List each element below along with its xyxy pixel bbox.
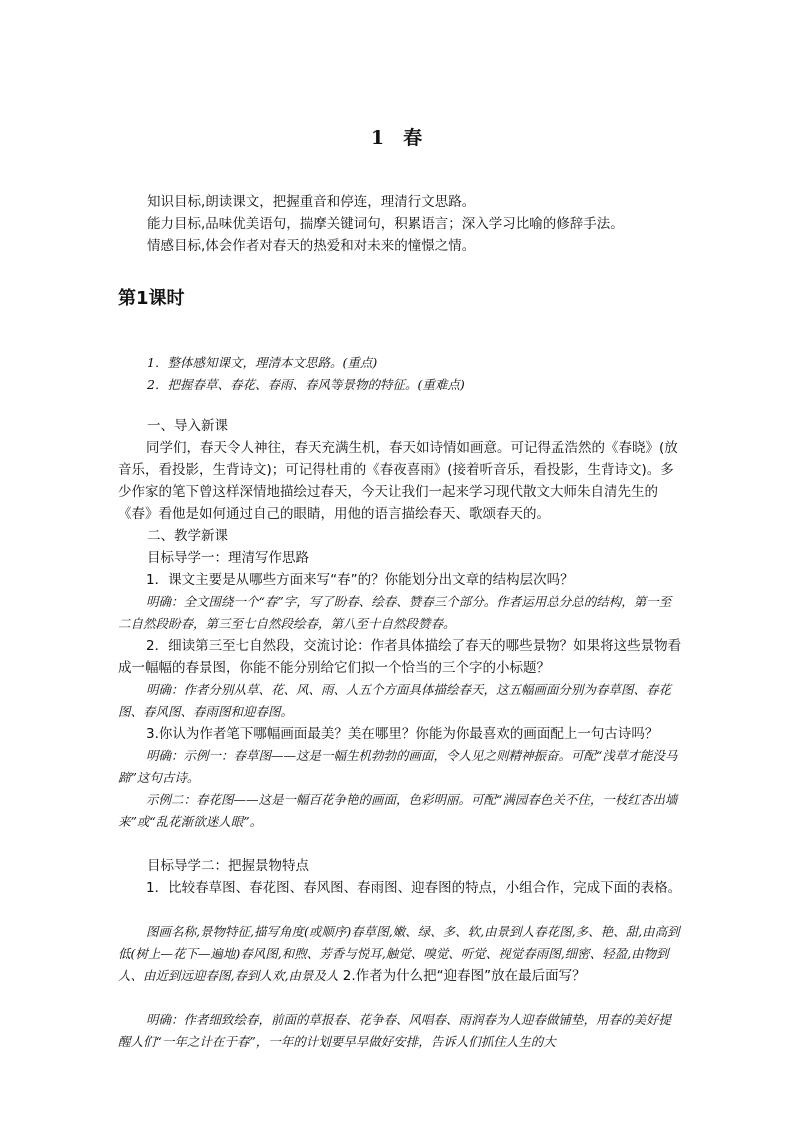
answer-3b [118, 789, 682, 833]
guide2-heading: 目标导学二：把握景物特点 [147, 858, 309, 874]
question-4: 1．比较春草图、春花图、春风图、春雨图、迎春图的特点，小组合作，完成下面的表格。 [146, 880, 682, 896]
question-2: 2．细读第三至七自然段，交流讨论：作者具体描绘了春天的哪些景物？如果将这些景物看成一幅幅的春景图，你能不能分别给它们拟一个恰当的三个字的小标题？ [118, 638, 682, 676]
question-5: 2.作者为什么把“迎春图”放在最后面写？ [342, 968, 586, 984]
question-3: 3.你认为作者笔下哪幅画面最美？美在哪里？你能为你最喜欢的画面配上一句古诗吗？ [146, 726, 659, 742]
lesson-heading: 第1课时 [118, 288, 185, 309]
question-1: 1．课文主要是从哪些方面来写“春”的？你能划分出文章的结构层次吗？ [146, 572, 574, 588]
goal-1: 1．整体感知课文，理清本文思路。(重点) [147, 355, 378, 370]
answer-2-text: 明确：作者分别从草、花、风、雨、人五个方面具体描绘春天，这五幅画面分别为春草图、春花图、春风图、春雨图和迎春图。 [118, 682, 672, 719]
answer-3-text: 明确：示例一：春草图——这是一幅生机勃勃的画面，令人见之则精神振奋。可配“浅草才能没马蹄”这句古诗。 [118, 748, 678, 785]
guide1-heading: 目标导学一：理清写作思路 [147, 550, 309, 566]
title-text: 春 [403, 127, 424, 149]
answer-1 [118, 591, 682, 635]
answer-3 [118, 745, 682, 789]
answer-5 [118, 1009, 682, 1053]
table-summary [118, 921, 682, 987]
answer-3b-text: 示例二：春花图——这是一幅百花争艳的画面，色彩明丽。可配“满园春色关不住，一枝红杏出墙来”或“乱花渐欲迷人眼”。 [118, 792, 678, 829]
objective-ability: 能力目标,品味优美语句，揣摩关键词句，积累语言；深入学习比喻的修辞手法。 [147, 216, 624, 232]
objective-knowledge: 知识目标,朗读课文，把握重音和停连，理清行文思路。 [147, 194, 476, 210]
answer-5-text: 明确：作者细致绘春，前面的草报春、花争春、风唱春、雨润春为人迎春做铺垫，用春的美好提醒人们“一年之计在于春”，一年的计划要早早做好安排，告诉人们抓住人生的大 [118, 1012, 672, 1049]
objective-emotion: 情感目标,体会作者对春天的热爱和对未来的憧憬之情。 [147, 238, 476, 254]
page-title [0, 123, 794, 150]
title-number: 1 [370, 127, 386, 149]
section1-heading: 一、导入新课 [147, 418, 228, 434]
answer-1-text: 明确：全文围绕一个“春”字，写了盼春、绘春、赞春三个部分。作者运用总分总的结构，第一至二自然段盼春，第三至七自然段绘春，第八至十自然段赞春。 [118, 594, 672, 631]
section1-body: 同学们，春天令人神往，春天充满生机，春天如诗情如画意。可记得孟浩然的《春晓》(放音乐，看投影，生背诗文)；可记得杜甫的《春夜喜雨》(接着听音乐，看投影，生背诗文)。多少作家的笔下曾这样深情地描绘过春天，今天让我们一起来学习现代散文大师朱自清先生的《春》看他是如何通过自己的眼睛，用他的语言描绘春天、歌颂春天的。 [118, 440, 678, 522]
goal-2: 2．把握春草、春花、春雨、春风等景物的特征。(重难点) [147, 377, 465, 392]
table-summary-text: 图画名称,景物特征,描写角度(或顺序)春草图,嫩、绿、多、软,由景到人春花图,多、艳、甜,由高到低(树上—花下—遍地)春风图,和煦、芳香与悦耳,触觉、嗅觉、听觉、视觉春雨图,细密、轻盈,由物到人、由近到远迎春图,春到人欢,由景及人 [118, 924, 680, 983]
answer-2 [118, 679, 682, 723]
section2-heading: 二、教学新课 [147, 528, 228, 544]
